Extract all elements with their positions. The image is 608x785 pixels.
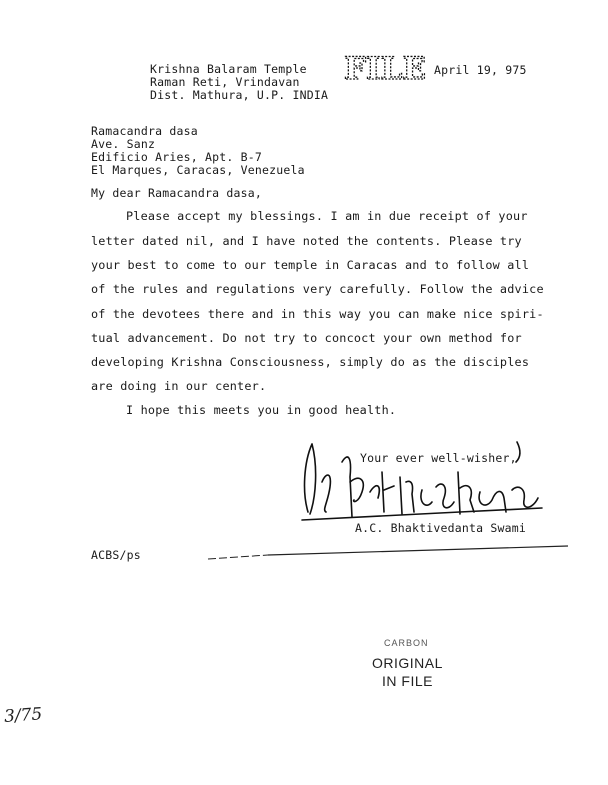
body-line: of the devotees there and in this way you can make nice spiri-	[91, 307, 544, 321]
file-stamp	[344, 50, 426, 88]
letterhead-line-1: Krishna Balaram Temple	[150, 62, 307, 76]
margin-handwritten-note	[2, 700, 62, 728]
salutation: My dear Ramacandra dasa,	[91, 186, 262, 200]
signer-name: A.C. Bhaktivedanta Swami	[355, 521, 526, 535]
body-line: your best to come to our temple in Caracas and to follow all	[91, 258, 530, 272]
recipient-street: Ave. Sanz	[91, 137, 156, 151]
letterhead-line-2: Raman Reti, Vrindavan	[150, 75, 300, 89]
body-line: Please accept my blessings. I am in due receipt of your	[126, 209, 528, 223]
signature	[292, 432, 552, 532]
body-line: are doing in our center.	[91, 379, 267, 393]
signature-rule	[208, 545, 576, 565]
body-line: tual advancement. Do not try to concoct your own method for	[91, 331, 522, 345]
body-line: I hope this meets you in good health.	[126, 403, 397, 417]
signature-text: A.C. Bhaktivedanta	[292, 432, 303, 433]
letterhead-line-3: Dist. Mathura, U.P. INDIA	[150, 88, 329, 102]
body-line: developing Krishna Consciousness, simply do as the disciples	[91, 355, 530, 369]
recipient-building: Edificio Aries, Apt. B-7	[91, 150, 262, 164]
typist-initials: ACBS/ps	[91, 548, 141, 562]
recipient-name: Ramacandra dasa	[91, 124, 198, 138]
file-stamp-text: FILE	[344, 51, 426, 87]
body-line: letter dated nil, and I have noted the contents. Please try	[91, 234, 522, 248]
closing: Your ever well-wisher,	[360, 451, 517, 465]
recipient-city: El Marques, Caracas, Venezuela	[91, 163, 305, 177]
stamp-original-text: ORIGINAL	[372, 655, 443, 671]
letter-date: April 19, 975	[434, 63, 527, 77]
stamp-carbon-text: CARBON	[384, 638, 429, 648]
original-in-file-stamp	[372, 638, 454, 700]
margin-note-text: 3/75	[3, 704, 43, 727]
body-line: of the rules and regulations very carefully. Follow the advice	[91, 282, 544, 296]
stamp-in-file-text: IN FILE	[382, 673, 433, 689]
